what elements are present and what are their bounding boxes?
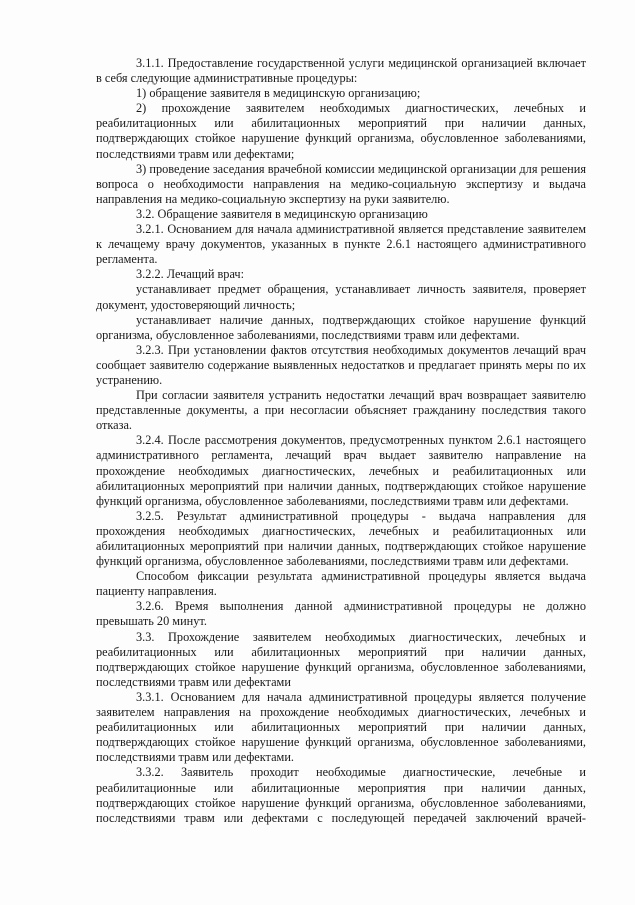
- section-heading-3-3: 3.3. Прохождение заявителем необходимых диагностических, лечебных и реабилитационных или абилитационных мероприятий при наличии данных, подтверждающих стойкое нарушение функций организма, обусловленное заболеваниями, последствиями травм или дефектами: [96, 629, 586, 689]
- paragraph-doctor-duty-1: устанавливает предмет обращения, устанавливает личность заявителя, проверяет документ, удостоверяющий личность;: [96, 282, 586, 312]
- paragraph-3-2-6: 3.2.6. Время выполнения данной административной процедуры не должно превышать 20 минут.: [96, 599, 586, 629]
- paragraph-3-2-4: 3.2.4. После рассмотрения документов, предусмотренных пунктом 2.6.1 настоящего административного регламента, лечащий врач выдает заявителю направление на прохождение необходимых диагностических, лечебных и реабилитационных или абилитационных мероприятий при наличии данных, подтверждающих стойкое нарушение функций организма, обусловленное заболеваниями, последствиями травм или дефектами.: [96, 433, 586, 508]
- list-item-3: 3) проведение заседания врачебной комиссии медицинской организации для решения вопроса о необходимости направления на медико-социальную экспертизу и выдача направления на медико-социальную экспертизу на руки заявителю.: [96, 161, 586, 206]
- paragraph-3-2-5: 3.2.5. Результат административной процедуры - выдача направления для прохождения необходимых диагностических, лечебных и реабилитационных или абилитационных мероприятий при наличии данных, подтверждающих стойкое нарушение функций организма, обусловленное заболеваниями, последствиями травм или дефектами.: [96, 508, 586, 569]
- paragraph-3-3-1: 3.3.1. Основанием для начала административной процедуры является получение заявителем направления на прохождение необходимых диагностических, лечебных и реабилитационных или абилитационных мероприятий при наличии данных, подтверждающих стойкое нарушение функций организма, обусловленное заболеваниями, последствиями травм или дефектами.: [96, 689, 586, 765]
- paragraph-doctor-duty-2: устанавливает наличие данных, подтверждающих стойкое нарушение функций организма, обусловленное заболеваниями, последствиями травм или дефектами.: [96, 312, 586, 342]
- list-item-2: 2) прохождение заявителем необходимых диагностических, лечебных и реабилитационных или абилитационных мероприятий при наличии данных, подтверждающих стойкое нарушение функций организма, обусловленное заболеваниями, последствиями травм или дефектами;: [96, 101, 586, 161]
- paragraph-3-2-1: 3.2.1. Основанием для начала административной является представление заявителем к лечащему врачу документов, указанных в пункте 2.6.1 настоящего административного регламента.: [96, 222, 586, 267]
- paragraph-3-3-2: 3.3.2. Заявитель проходит необходимые диагностические, лечебные и реабилитационные или абилитационные мероприятия при наличии данных, подтверждающих стойкое нарушение функций организма, обусловленное заболеваниями, последствиями травм или дефектами с последующей передачей заключений врачей-: [96, 765, 586, 825]
- section-heading-3-2: 3.2. Обращение заявителя в медицинскую организацию: [136, 206, 428, 221]
- paragraph-3-2-3: 3.2.3. При установлении фактов отсутствия необходимых документов лечащий врач сообщает заявителю содержание выявленных недостатков и предлагает принять меры по их устранению.: [96, 342, 586, 387]
- paragraph-fixation: Способом фиксации результата административной процедуры является выдача пациенту направления.: [96, 569, 586, 599]
- paragraph-consent: При согласии заявителя устранить недостатки лечащий врач возвращает заявителю представленные документы, а при несогласии объясняет гражданину последствия такого отказа.: [96, 388, 586, 433]
- paragraph-3-2-2: 3.2.2. Лечащий врач:: [136, 267, 245, 282]
- paragraph-3-1-1: 3.1.1. Предоставление государственной услуги медицинской организацией включает в себя следующие административные процедуры:: [96, 56, 586, 86]
- document-body: [96, 56, 586, 826]
- list-item-1: 1) обращение заявителя в медицинскую организацию;: [136, 86, 421, 101]
